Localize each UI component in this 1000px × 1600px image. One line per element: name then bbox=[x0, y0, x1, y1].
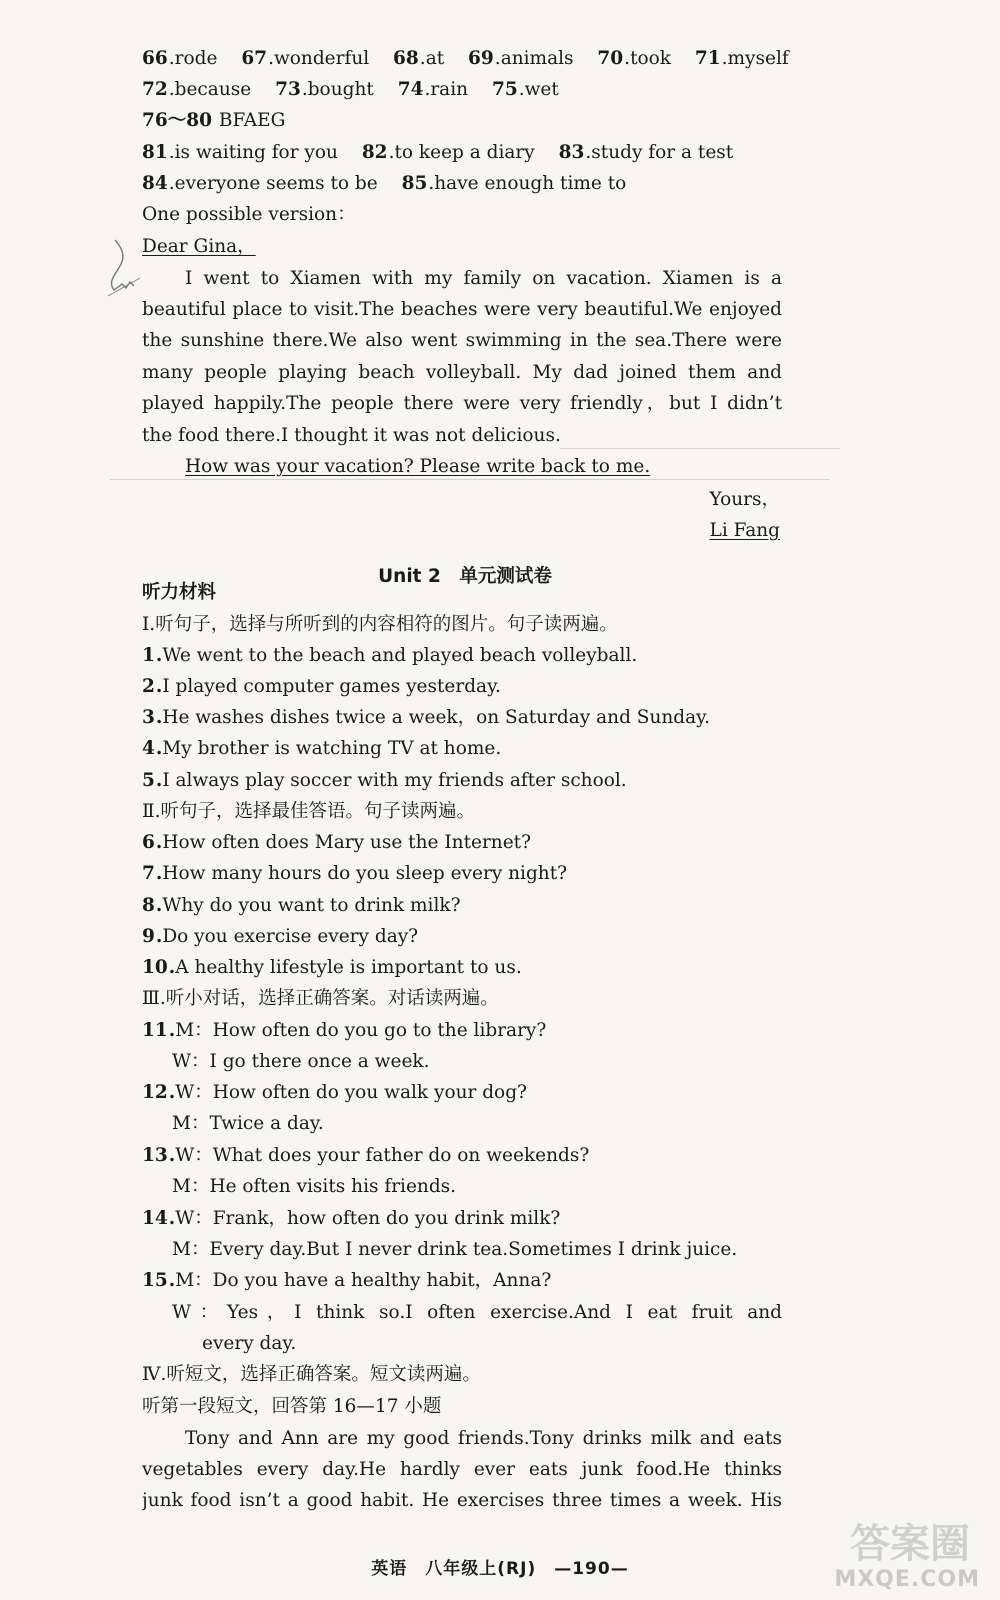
closing-text: How was your vacation? Please write back to me. bbox=[185, 456, 651, 477]
answer-text: at bbox=[425, 48, 445, 69]
answer-number: 73 bbox=[275, 79, 301, 100]
question-item: 1.We went to the beach and played beach volleyball. bbox=[142, 645, 638, 666]
answer-text: bought bbox=[307, 79, 374, 100]
answer-number: 72 bbox=[142, 79, 168, 100]
answer-number: 76～80 bbox=[142, 110, 212, 131]
question-text: How often does Mary use the Internet? bbox=[162, 832, 532, 853]
question-number: 11 bbox=[142, 1020, 168, 1041]
essay-line: played happily.The people there were very friendly，but I didn’t bbox=[142, 393, 782, 414]
dialogue-question: 15.M：Do you have a healthy habit，Anna? bbox=[142, 1270, 552, 1291]
essay-line: the sunshine there.We also went swimming in the sea.There were bbox=[142, 330, 782, 351]
part2-heading: Ⅱ.听句子，选择最佳答语。句子读两遍。 bbox=[142, 801, 475, 822]
signature-text: Li Fang bbox=[709, 520, 780, 541]
question-number: 9 bbox=[142, 926, 155, 947]
essay-line: beautiful place to visit.The beaches were very beautiful.We enjoyed bbox=[142, 299, 782, 320]
answer-text: everyone seems to be bbox=[174, 173, 378, 194]
answer-text: study for a test bbox=[591, 142, 734, 163]
question-text: We went to the beach and played beach volleyball. bbox=[162, 645, 638, 666]
answer-text: rain bbox=[430, 79, 469, 100]
question-text: I played computer games yesterday. bbox=[162, 676, 501, 697]
answer-text: to keep a diary bbox=[394, 142, 535, 163]
answer-text: myself bbox=[727, 48, 789, 69]
question-item: 3.He washes dishes twice a week，on Saturday and Sunday. bbox=[142, 707, 711, 728]
answers-row-2: 72.because 73.bought 74.rain 75.wet bbox=[142, 79, 559, 100]
dialogue-line: M：How often do you go to the library? bbox=[175, 1020, 547, 1041]
answer-number: 74 bbox=[397, 79, 424, 100]
essay-closing-line bbox=[185, 454, 825, 480]
question-number: 8 bbox=[142, 895, 155, 916]
essay-line: I went to Xiamen with my family on vacation. Xiamen is a bbox=[185, 268, 782, 289]
answer-text: is waiting for you bbox=[174, 142, 338, 163]
essay-intro: One possible version： bbox=[142, 204, 356, 225]
answer-text: animals bbox=[500, 48, 574, 69]
question-number: 13 bbox=[142, 1145, 168, 1166]
dialogue-question: 12.W：How often do you walk your dog? bbox=[142, 1082, 527, 1103]
dialogue-question: 11.M：How often do you go to the library? bbox=[142, 1020, 547, 1041]
answer-text: BFAEG bbox=[218, 110, 286, 131]
dialogue-line: W：Frank，how often do you drink milk? bbox=[175, 1208, 561, 1229]
part1-heading: Ⅰ.听句子，选择与所听到的内容相符的图片。句子读两遍。 bbox=[142, 614, 618, 635]
essay-line: the food there.I thought it was not delicious. bbox=[142, 425, 561, 446]
question-text: A healthy lifestyle is important to us. bbox=[175, 957, 522, 978]
answer-number: 67 bbox=[241, 48, 268, 69]
question-item: 10.A healthy lifestyle is important to us. bbox=[142, 957, 522, 978]
passage-line: Tony and Ann are my good friends.Tony drinks milk and eats bbox=[185, 1428, 782, 1449]
part4-heading: Ⅳ.听短文，选择正确答案。短文读两遍。 bbox=[142, 1364, 481, 1385]
passage-line: vegetables every day.He hardly ever eats junk food.He thinks bbox=[142, 1459, 782, 1480]
answer-number: 83 bbox=[558, 142, 585, 163]
question-number: 3 bbox=[142, 707, 155, 728]
answer-number: 85 bbox=[401, 173, 428, 194]
watermark-url: MXQE.COM bbox=[834, 1567, 980, 1592]
dialogue-line: W：How often do you walk your dog? bbox=[175, 1082, 527, 1103]
watermark-cn: 答案圈 bbox=[850, 1521, 970, 1567]
answer-text: rode bbox=[174, 48, 218, 69]
dialogue-line: W：What does your father do on weekends? bbox=[175, 1145, 590, 1166]
question-text: How many hours do you sleep every night? bbox=[162, 863, 568, 884]
answer-number: 66 bbox=[142, 48, 168, 69]
salutation-text: Dear Gina， bbox=[142, 236, 256, 257]
dialogue-answer: M：He often visits his friends. bbox=[172, 1176, 457, 1197]
dialogue-answer: W：I go there once a week. bbox=[172, 1051, 430, 1072]
answers-row-5: 84.everyone seems to be 85.have enough time to bbox=[142, 173, 627, 194]
question-number: 14 bbox=[142, 1208, 168, 1229]
part3-heading: Ⅲ.听小对话，选择正确答案。对话读两遍。 bbox=[142, 988, 499, 1009]
essay-sign-off: Yours， bbox=[709, 489, 780, 510]
question-number: 1 bbox=[142, 645, 155, 666]
answer-number: 71 bbox=[694, 48, 721, 69]
watermark-logo bbox=[810, 1512, 980, 1592]
page-footer: 英语 八年级上(RJ) —190— bbox=[371, 1559, 629, 1579]
question-item: 2.I played computer games yesterday. bbox=[142, 676, 501, 697]
answers-row-3 bbox=[142, 108, 782, 134]
answer-number: 70 bbox=[597, 48, 624, 69]
question-text: He washes dishes twice a week，on Saturday and Sunday. bbox=[162, 707, 711, 728]
question-number: 7 bbox=[142, 863, 155, 884]
answer-number: 69 bbox=[468, 48, 494, 69]
part4-subheading: 听第一段短文，回答第 16—17 小题 bbox=[142, 1396, 442, 1417]
essay-signature bbox=[710, 518, 780, 544]
section-label: 听力材料 bbox=[142, 582, 217, 603]
question-item: 7.How many hours do you sleep every night? bbox=[142, 863, 568, 884]
answer-number: 75 bbox=[491, 79, 518, 100]
answer-text: because bbox=[174, 79, 252, 100]
answer-text: wonderful bbox=[273, 48, 370, 69]
dialogue-answer: M：Every day.But I never drink tea.Sometimes I drink juice. bbox=[172, 1239, 738, 1260]
passage-line: junk food isn’t a good habit. He exercises three times a week. His bbox=[142, 1490, 782, 1511]
answers-row-4: 81.is waiting for you 82.to keep a diary 83.study for a test bbox=[142, 142, 734, 163]
question-item: 5.I always play soccer with my friends after school. bbox=[142, 770, 627, 791]
dialogue-answer-cont: every day. bbox=[202, 1333, 297, 1354]
question-number: 12 bbox=[142, 1082, 168, 1103]
answers-row-1: 66.rode 67.wonderful 68.at 69.animals 70.took 71.myself bbox=[142, 48, 789, 69]
essay-salutation bbox=[142, 234, 782, 260]
question-text: My brother is watching TV at home. bbox=[162, 738, 502, 759]
question-number: 10 bbox=[142, 957, 168, 978]
dialogue-answer: M：Twice a day. bbox=[172, 1113, 324, 1134]
question-text: Why do you want to drink milk? bbox=[162, 895, 461, 916]
unit-title: Unit 2 单元测试卷 bbox=[378, 566, 552, 587]
question-item: 6.How often does Mary use the Internet? bbox=[142, 832, 532, 853]
answer-number: 82 bbox=[361, 142, 388, 163]
answer-number: 68 bbox=[393, 48, 419, 69]
answer-text: took bbox=[630, 48, 671, 69]
question-item: 4.My brother is watching TV at home. bbox=[142, 738, 502, 759]
question-item: 8.Why do you want to drink milk? bbox=[142, 895, 461, 916]
question-number: 4 bbox=[142, 738, 155, 759]
question-number: 6 bbox=[142, 832, 155, 853]
question-number: 15 bbox=[142, 1270, 168, 1291]
answer-number: 81 bbox=[142, 142, 168, 163]
dialogue-question: 14.W：Frank，how often do you drink milk? bbox=[142, 1208, 561, 1229]
question-text: I always play soccer with my friends after school. bbox=[162, 770, 627, 791]
dialogue-answer: W：Yes，I think so.I often exercise.And I eat fruit and bbox=[172, 1302, 782, 1323]
question-text: Do you exercise every day? bbox=[162, 926, 419, 947]
answer-text: wet bbox=[524, 79, 559, 100]
answer-number: 84 bbox=[142, 173, 168, 194]
essay-line: many people playing beach volleyball. My dad joined them and bbox=[142, 362, 782, 383]
dialogue-question: 13.W：What does your father do on weekends? bbox=[142, 1145, 590, 1166]
question-item: 9.Do you exercise every day? bbox=[142, 926, 419, 947]
answer-text: have enough time to bbox=[434, 173, 627, 194]
question-number: 5 bbox=[142, 770, 155, 791]
question-number: 2 bbox=[142, 676, 155, 697]
dialogue-line: M：Do you have a healthy habit，Anna? bbox=[175, 1270, 552, 1291]
